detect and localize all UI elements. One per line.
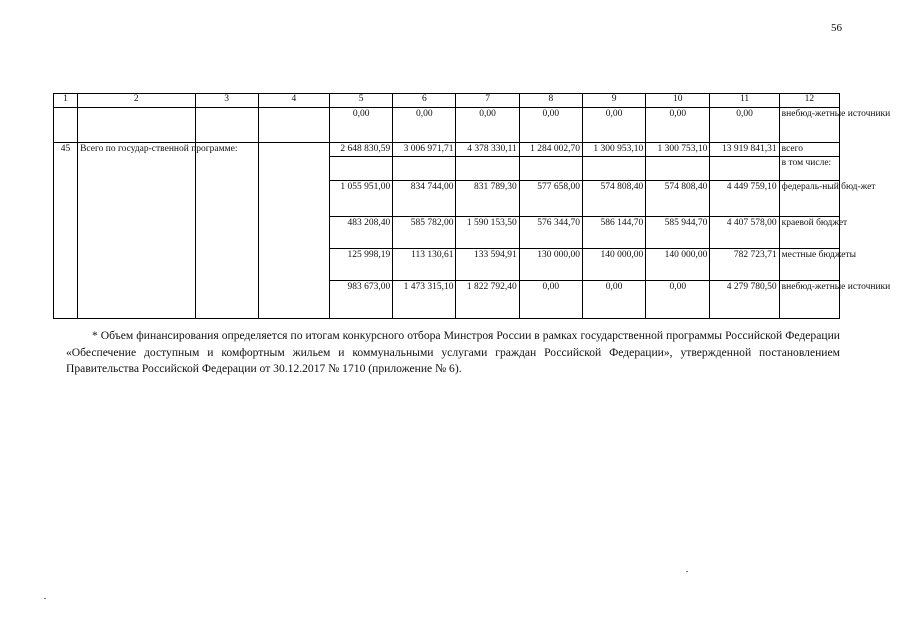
table-row <box>54 143 840 157</box>
table-cell: 586 144,70 <box>582 217 645 249</box>
table-cell: 130 000,00 <box>519 249 582 281</box>
table-cell: 1 473 315,10 <box>393 281 456 319</box>
table-row <box>54 108 840 143</box>
table-cell: 1 300 753,10 <box>646 143 710 157</box>
source-cell: внебюд-жетные источники <box>779 281 839 319</box>
col-header: 1 <box>54 94 78 108</box>
table-cell: 0,00 <box>330 108 393 143</box>
table-cell: 0,00 <box>519 108 582 143</box>
table-cell: 585 944,70 <box>646 217 710 249</box>
table-cell: 782 723,71 <box>710 249 779 281</box>
source-cell: федераль-ный бюд-жет <box>779 181 839 217</box>
program-name: Всего по государ-ственной программе: <box>78 143 195 319</box>
col-header: 11 <box>710 94 779 108</box>
table-cell: 0,00 <box>519 281 582 319</box>
table-cell: 1 590 153,50 <box>456 217 519 249</box>
table-cell: 140 000,00 <box>646 249 710 281</box>
table-cell: 834 744,00 <box>393 181 456 217</box>
col-header: 9 <box>582 94 645 108</box>
scan-speck <box>686 571 688 572</box>
table-cell: 113 130,61 <box>393 249 456 281</box>
table-cell: 483 208,40 <box>330 217 393 249</box>
scan-speck <box>44 598 46 599</box>
table-cell: 0,00 <box>393 108 456 143</box>
table-cell: 0,00 <box>456 108 519 143</box>
table-cell: 577 658,00 <box>519 181 582 217</box>
col-header: 5 <box>330 94 393 108</box>
table-cell: 1 055 951,00 <box>330 181 393 217</box>
table-cell: 3 006 971,71 <box>393 143 456 157</box>
financing-table <box>53 93 891 319</box>
table-cell: 0,00 <box>710 108 779 143</box>
source-cell: краевой бюджет <box>779 217 839 249</box>
table-cell: 1 300 953,10 <box>582 143 645 157</box>
table-cell: 4 279 780,50 <box>710 281 779 319</box>
table-cell: 0,00 <box>646 108 710 143</box>
page-number: 56 <box>831 22 842 34</box>
col-header: 8 <box>519 94 582 108</box>
col-header: 2 <box>78 94 195 108</box>
source-cell: в том числе: <box>779 157 839 181</box>
table-cell: 1 822 792,40 <box>456 281 519 319</box>
table-cell: 983 673,00 <box>330 281 393 319</box>
table-cell: 585 782,00 <box>393 217 456 249</box>
table-cell: 1 284 002,70 <box>519 143 582 157</box>
source-cell: местные бюджеты <box>779 249 839 281</box>
column-number-row <box>54 94 840 108</box>
table-cell: 4 449 759,10 <box>710 181 779 217</box>
col-header: 3 <box>195 94 258 108</box>
table-cell: 576 344,70 <box>519 217 582 249</box>
table-cell: 13 919 841,31 <box>710 143 779 157</box>
col-header: 6 <box>393 94 456 108</box>
col-header: 4 <box>258 94 329 108</box>
col-header: 12 <box>779 94 839 108</box>
table-cell: 574 808,40 <box>646 181 710 217</box>
table-cell: 0,00 <box>582 108 645 143</box>
table-cell: 574 808,40 <box>582 181 645 217</box>
table-cell: 133 594,91 <box>456 249 519 281</box>
row-number: 45 <box>54 143 78 319</box>
source-cell: внебюд-жетные источники <box>779 108 839 143</box>
footnote: * Объем финансирования определяется по итогам конкурсного отбора Минстроя России в рамках государственной программы Российской Федерации «Обеспечение доступным и комфортным жильем и коммунальными услугами граждан Российской Федерации», утвержденной постановлением Правительства Российской Федерации от 30.12.2017 № 1710 (приложение № 6). <box>66 329 840 375</box>
table-cell: 0,00 <box>646 281 710 319</box>
table-cell: 0,00 <box>582 281 645 319</box>
table-cell: 140 000,00 <box>582 249 645 281</box>
table-cell: 831 789,30 <box>456 181 519 217</box>
table-cell: 4 378 330,11 <box>456 143 519 157</box>
col-header: 10 <box>646 94 710 108</box>
source-cell: всего <box>779 143 839 157</box>
table-cell: 4 407 578,00 <box>710 217 779 249</box>
table-cell: 125 998,19 <box>330 249 393 281</box>
col-header: 7 <box>456 94 519 108</box>
table-cell: 2 648 830,59 <box>330 143 393 157</box>
